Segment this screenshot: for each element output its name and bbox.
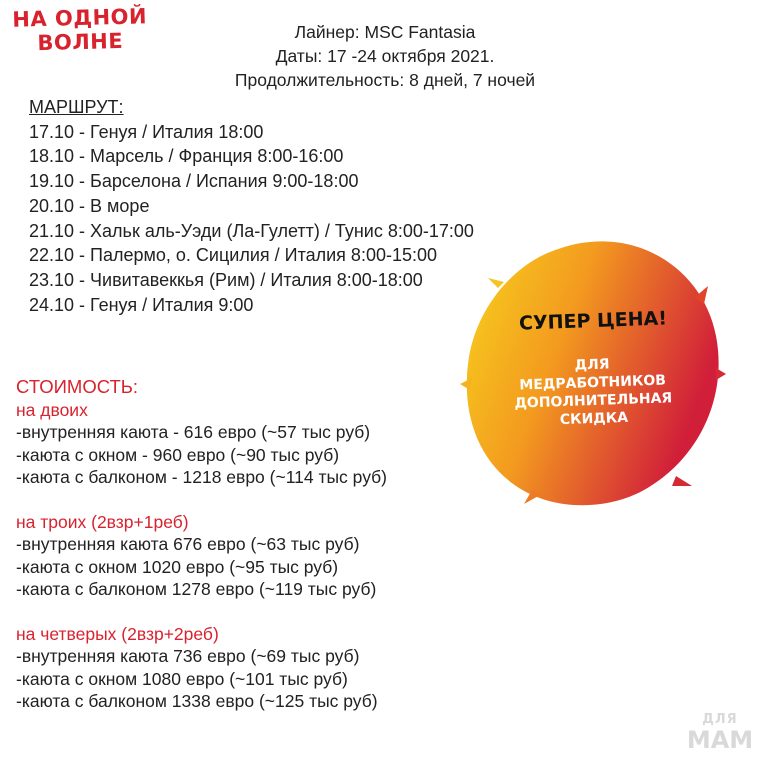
route-stop: 22.10 - Палермо, о. Сицилия / Италия 8:00-15:00 xyxy=(29,245,438,266)
super-price-badge xyxy=(458,228,728,518)
route-section xyxy=(29,95,474,317)
brand-logo xyxy=(9,4,150,56)
cruise-duration: Продолжительность: 8 дней, 7 ночей xyxy=(234,70,536,90)
badge-line: МЕДРАБОТНИКОВ xyxy=(519,372,667,394)
prices-title: СТОИМОСТЬ: xyxy=(16,376,139,397)
price-item: -каюта с балконом - 1218 евро (~114 тыс руб) xyxy=(16,467,387,487)
price-group-label: на двоих xyxy=(16,399,88,420)
price-item: -каюта с окном - 960 евро (~90 тыс руб) xyxy=(16,444,340,465)
price-item: -внутренняя каюта - 616 евро (~57 тыс руб) xyxy=(16,422,371,442)
price-item: -внутренняя каюта 736 евро (~69 тыс руб) xyxy=(16,646,360,666)
badge-line: ДОПОЛНИТЕЛЬНАЯ xyxy=(514,390,673,412)
route-stop: 17.10 - Генуя / Италия 18:00 xyxy=(29,121,264,142)
route-stop: 21.10 - Хальк аль-Уэди (Ла-Гулетт) / Тунис 8:00-17:00 xyxy=(29,220,474,241)
watermark-bottom: МАМ xyxy=(686,726,754,754)
logo-line-2: ВОЛНЕ xyxy=(37,28,124,56)
price-group-two xyxy=(16,399,387,489)
cruise-header xyxy=(180,20,590,92)
price-group-label: на четверых (2взр+2реб) xyxy=(16,623,219,644)
route-stop: 18.10 - Марсель / Франция 8:00-16:00 xyxy=(29,146,344,167)
badge-line: СКИДКА xyxy=(559,409,629,429)
price-group-three xyxy=(16,511,387,601)
watermark-top: ДЛЯ xyxy=(702,712,738,727)
route-title: МАРШРУТ: xyxy=(29,97,124,117)
route-stop: 20.10 - В море xyxy=(29,195,150,216)
route-stop: 19.10 - Барселона / Испания 9:00-18:00 xyxy=(29,171,359,192)
prices-section xyxy=(16,376,387,735)
price-item: -каюта с балконом 1278 евро (~119 тыс руб) xyxy=(16,579,377,599)
badge-discount-text xyxy=(457,351,729,432)
route-stop: 24.10 - Генуя / Италия 9:00 xyxy=(29,294,254,315)
logo-line-1: НА ОДНОЙ xyxy=(12,4,148,32)
price-item: -внутренняя каюта 676 евро (~63 тыс руб) xyxy=(16,534,360,554)
badge-line: ДЛЯ xyxy=(574,356,610,374)
price-group-label: на троих (2взр+1реб) xyxy=(16,511,189,532)
price-group-four xyxy=(16,623,387,713)
liner-name: Лайнер: MSC Fantasia xyxy=(294,22,476,42)
price-item: -каюта с балконом 1338 евро (~125 тыс руб) xyxy=(16,691,378,711)
price-item: -каюта с окном 1080 евро (~101 тыс руб) xyxy=(16,668,348,689)
price-item: -каюта с окном 1020 евро (~95 тыс руб) xyxy=(16,556,339,577)
route-stop: 23.10 - Чивитавеккья (Рим) / Италия 8:00-18:00 xyxy=(29,269,423,290)
cruise-dates: Даты: 17 -24 октября 2021. xyxy=(275,46,495,66)
badge-title: СУПЕР ЦЕНА! xyxy=(518,307,668,335)
watermark xyxy=(680,713,760,753)
